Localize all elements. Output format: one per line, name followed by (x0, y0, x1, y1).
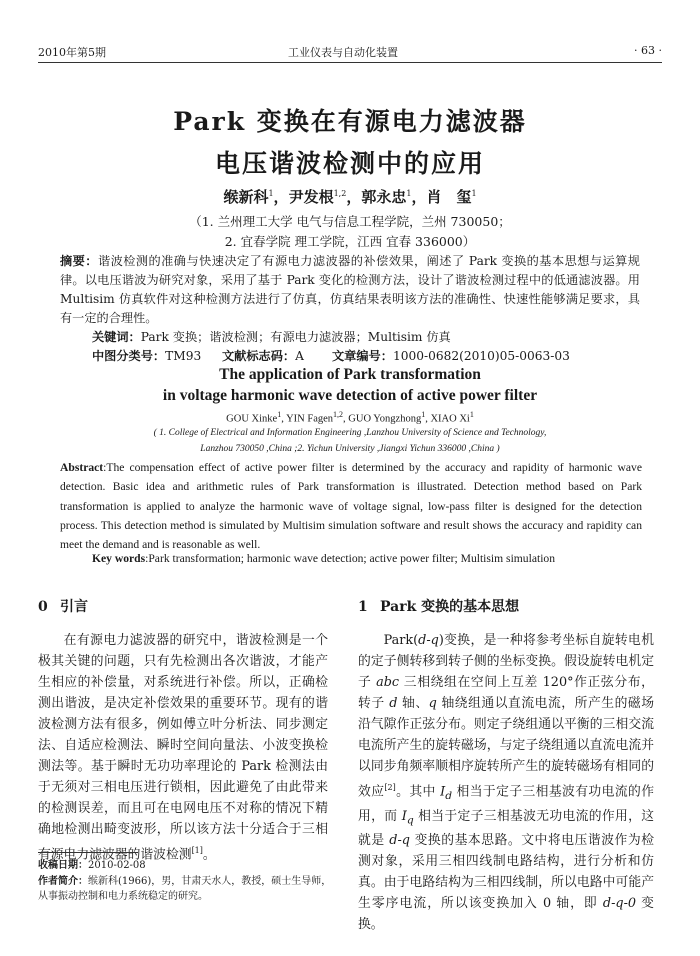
received-date: 2010-02-08 (88, 860, 146, 871)
title-cn-line1: Park 变换在有源电力滤波器 (173, 107, 527, 136)
title-en-line2: in voltage harmonic wave detection of active power filter (162, 387, 538, 404)
journal-name: 工业仪表与自动化装置 (288, 46, 398, 59)
citation: [1] (191, 846, 203, 855)
math-italic: I (401, 808, 407, 824)
page-number: · 63 · (634, 44, 662, 57)
keywords-cn (92, 328, 451, 345)
footnote-received (38, 858, 334, 873)
author-sup: 1 (406, 189, 412, 198)
author-sup: 1 (469, 410, 474, 419)
affiliation-cn-2: 2. 宜春学院 理工学院，江西 宜春 336000） (224, 234, 476, 249)
author-bio-label: 作者简介： (38, 876, 88, 887)
math-italic: q (428, 696, 437, 711)
author-name-en: XIAO Xi (430, 413, 470, 425)
keywords-en-label: Key words (92, 552, 146, 565)
author-name: 郭永忠 (361, 188, 407, 206)
column-right (358, 596, 654, 935)
text-run: 变换。 (358, 896, 654, 933)
text-run: 。其中 (395, 784, 441, 800)
received-label: 收稿日期： (38, 860, 88, 871)
text-run: Park( (383, 633, 419, 648)
author-sup: 1 (277, 410, 282, 419)
issue-label: 2010年第5期 (38, 46, 106, 59)
article-no-label: 文章编号： (332, 349, 393, 363)
abstract-cn (60, 252, 640, 328)
clc-label: 中图分类号： (92, 349, 166, 363)
column-left (38, 596, 328, 865)
intro-end: 。 (202, 847, 216, 863)
affiliation-cn-1: （1. 兰州理工大学 电气与信息工程学院，兰州 730050； (189, 214, 511, 229)
running-head (38, 44, 662, 62)
math-subscript: d (445, 788, 453, 802)
author-bio: 缑新科(1966)，男，甘肃天水人，教授，硕士生导师，从事振动控制和电力系统稳定的研究。 (38, 876, 332, 902)
section-heading-park (358, 596, 654, 618)
keywords-en-text: :Park transformation; harmonic wave detection; active power filter; Multisim simulation (145, 552, 556, 565)
author-name-en: GOU Xinke (226, 413, 278, 425)
abstract-en-text: :The compensation effect of active power filter is determined by the accuracy and rapidity of harmonic wave detection. Basic idea and arithmetic rules of Park transformation is illustrated. Detection method based on Park transformation is applied to analyze the harmonic wave of voltage signal, low-pass filter is designed for the detection process. This detection method is simulated by Multisim simulation software and result shows the accuracy and rapidity can meet the demand and is reasonable as well. (60, 461, 642, 552)
article-no-value: 1000-0682(2010)05-0063-03 (392, 349, 570, 363)
section-heading-intro (38, 596, 328, 618)
keywords-cn-label: 关键词： (92, 330, 141, 344)
clc-value: TM93 (165, 349, 202, 363)
abstract-cn-label: 摘要： (60, 254, 98, 268)
section-title: Park 变换的基本思想 (380, 599, 520, 615)
section-number: 1 (358, 599, 368, 615)
header-rule (38, 62, 662, 63)
math-italic: d-q (389, 833, 410, 849)
math-subscript: q (406, 813, 414, 827)
author-name: 尹发根 (288, 188, 334, 206)
authors-cn: 缑新科$^1$，尹发根$^{1,2}$，郭永忠$^1$，肖 玺$^1$ (223, 188, 477, 206)
author-sup: 1,2 (333, 410, 344, 419)
math-italic: d-q-0 (602, 896, 637, 912)
text-run: 轴绕组通以直流电流，所产生的磁场沿气隙作正弦分布。则定子绕组通以平衡的三相交流电流所产生的旋转磁场，与定子绕组通以直流电流并以同步角频率顺相序旋转所产生的旋转磁场有相同的效应 (358, 696, 654, 800)
keywords-en (92, 552, 555, 565)
author-sup: 1 (268, 189, 274, 198)
author-sup: 1 (421, 410, 426, 419)
affiliation-en-1: ( 1. College of Electrical and Information Engineering ,Lanzhou University of Science and Technology, (153, 428, 547, 438)
title-cn-line2: 电压谐波检测中的应用 (214, 149, 485, 178)
author-name: 肖 玺 (426, 188, 472, 206)
math-italic: d (389, 696, 398, 711)
intro-text: 在有源电力滤波器的研究中，谐波检测是一个极其关键的问题，只有先检测出各次谐波，才能产生相应的补偿量，对系统进行补偿。所以，正确检测出谐波，是决定补偿效果的重要环节。现有的谐波检测方法有很多，例如傅立叶分析法、同步测定法、自适应检测法、瞬时空间向量法、小波变换检测法等。基于瞬时无功功率理论的 Park 检测法由于无须对三相电压进行锁相，因此避免了由此带来的检测误差，而且可在电网电压不对称的情况下精确地检测出畸变波形，所以该方法十分适合于三相有源电力滤波器的谐波检测 (38, 633, 328, 863)
author-sup: 1,2 (333, 189, 347, 198)
text-run: 相当于定子三相基波有功电流的作用，而 (358, 784, 654, 824)
section-number: 0 (38, 599, 48, 615)
text-run: 相当于定子三相基波无功电流的作用，这就是 (358, 808, 654, 849)
park-paragraph (358, 630, 654, 935)
classification-line (92, 347, 652, 364)
math-italic: abc (376, 675, 400, 690)
author-name: 缑新科 (223, 188, 269, 206)
keywords-cn-text: Park 变换；谐波检测；有源电力滤波器；Multisim 仿真 (140, 330, 451, 344)
text-run: 变换的基本思路。文中将电压谐波作为检测对象，采用三相四线制电路结构，进行分析和仿真。由于电路结构为三相四线制，所以电路中可能产生零序电流，所以该变换加入 0 轴，即 (358, 833, 654, 912)
abstract-cn-text: 谐波检测的准确与快速决定了有源电力滤波器的补偿效果，阐述了 Park 变换的基本思想与运算规律。以电压谐波为研究对象，采用了基于 Park 变化的检测方法，设计了谐波检测过程中的低通滤波器。用 Multisim 仿真软件对这种检测方法进行了仿真，仿真结果表明该方法的准确性、快速性能够满足要求，具有一定的合理性。 (60, 254, 640, 325)
text-run: 三相绕组在空间上互差 120°作正弦分布，转子 (358, 675, 654, 711)
doc-code-label: 文献标志码： (222, 349, 296, 363)
footnote-author (38, 874, 334, 904)
math-italic: I (440, 784, 446, 800)
footnote-rule (38, 852, 138, 853)
affiliation-en-2: Lanzhou 730050 ,China ;2. Yichun University ,Jiangxi Yichun 336000 ,China ) (200, 444, 500, 454)
abstract-en (60, 458, 642, 554)
doc-code-value: A (295, 349, 304, 363)
text-run: 轴、 (397, 696, 429, 711)
section-title: 引言 (60, 599, 88, 615)
author-name-en: YIN Fagen (286, 413, 334, 425)
title-en-line1: The application of Park transformation (219, 366, 481, 383)
math-italic: d-q (418, 633, 439, 648)
citation: [2] (384, 783, 396, 792)
abstract-en-label: Abstract (60, 461, 104, 474)
intro-paragraph (38, 630, 328, 865)
authors-en: GOU Xinke$^1$, YIN Fagen$^{1,2}$, GUO Yongzhong$^1$, XIAO Xi$^1$ (226, 410, 474, 425)
text-run: )变换，是一种将参考坐标自旋转电机的定子侧转移到转子侧的坐标变换。假设旋转电机定子 (358, 633, 654, 690)
author-sup: 1 (471, 189, 477, 198)
author-name-en: GUO Yongzhong (348, 413, 422, 425)
